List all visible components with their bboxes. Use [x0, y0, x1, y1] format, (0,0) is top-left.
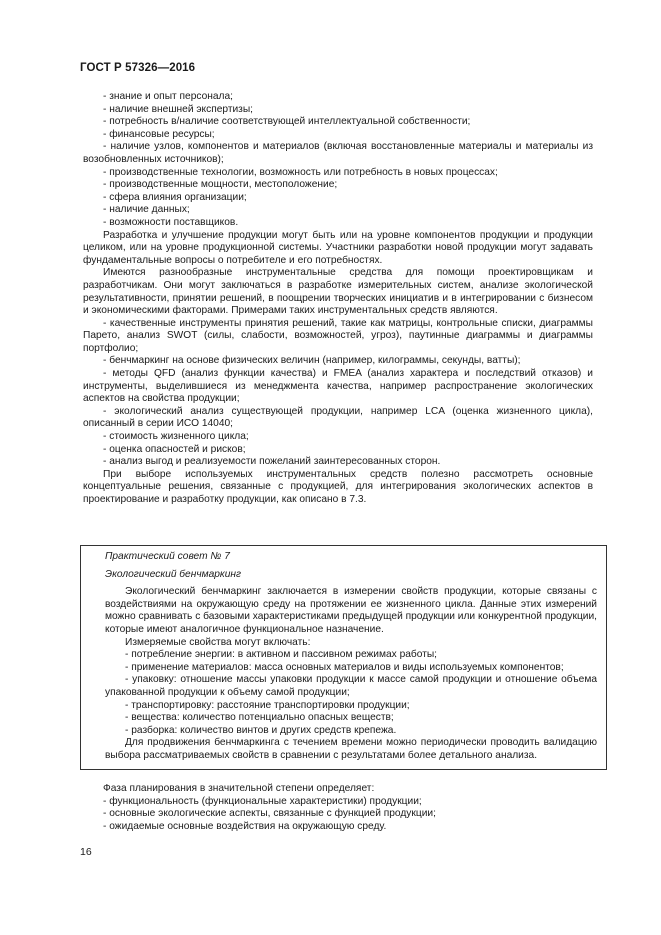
list-item: - бенчмаркинг на основе физических величин (например, килограммы, секунды, ватты); [103, 355, 521, 367]
tip-measurable: Измеряемые свойства могут включать: [125, 636, 311, 648]
list-item: - анализ выгод и реализуемости пожеланий заинтересованных сторон. [103, 456, 441, 468]
list-item: - стоимость жизненного цикла; [103, 431, 249, 443]
standard-designation: ГОСТ Р 57326—2016 [80, 62, 196, 74]
planning-item: - основные экологические аспекты, связанные с функцией продукции; [103, 808, 436, 820]
tip-item: - разборка: количество винтов и других средств крепежа. [125, 724, 397, 736]
list-item: - наличие данных; [103, 204, 190, 216]
paragraph-tools: Имеются разнообразные инструментальные средства для помощи проектировщикам и разработчикам. Они могут заключаться в разработке измерительных систем, анализе экологической результативности, принятии решений, в поощрении творческих инициатив и в интегрировании с бизнесом и экономическими факторами. Примерами таких инструментальных средств являются. [83, 267, 593, 317]
list-item: - производственные мощности, местоположение; [103, 179, 338, 191]
practical-tip-content [105, 551, 597, 763]
tip-item: - вещества: количество потенциально опасных веществ; [125, 712, 394, 724]
page-number: 16 [80, 846, 92, 858]
planning-item: - ожидаемые основные воздействия на окружающую среду. [103, 820, 387, 832]
list-item: - качественные инструменты принятия решений, такие как матрицы, контрольные списки, диаграммы Парето, анализ SWOT (силы, слабости, возможностей, угроз), паутинные диаграммы и диаграммы портфолио; [83, 317, 593, 354]
tip-item: - потребление энергии: в активном и пассивном режимах работы; [125, 649, 438, 661]
list-item: - экологический анализ существующей продукции, например LCA (оценка жизненного цикла), описанный в серии ИСО 14040; [83, 405, 593, 430]
paragraph-choice: При выборе используемых инструментальных средств полезно рассмотреть основные концептуальные решения, связанные с продукцией, для интегрирования экологических аспектов в проектирование и разработку продукции, как описано в 7.3. [83, 468, 593, 505]
tip-label: Практический совет № 7 [105, 551, 230, 562]
list-item: - наличие узлов, компонентов и материалов (включая восстановленные материалы и материалы из возобновленных источников); [83, 141, 593, 165]
main-text [83, 91, 593, 507]
tip-title: Экологический бенчмаркинг [105, 568, 242, 580]
planning-item: - функциональность (функциональные характеристики) продукции; [103, 795, 422, 807]
planning-section [83, 783, 593, 833]
list-item: - наличие внешней экспертизы; [103, 103, 254, 115]
list-item: - возможности поставщиков. [103, 216, 239, 228]
tip-closing: Для продвижения бенчмаркинга с течением времени можно периодически проводить валидацию выбора рассматриваемых свойств в сравнении с результатами более детального анализа. [105, 737, 597, 761]
list-item: - потребность в/наличие соответствующей интеллектуальной собственности; [103, 116, 471, 128]
list-item: - производственные технологии, возможность или потребность в новых процессах; [103, 166, 498, 178]
list-item: - оценка опасностей и рисков; [103, 443, 246, 455]
list-item: - финансовые ресурсы; [103, 128, 215, 140]
tip-intro: Экологический бенчмаркинг заключается в измерении свойств продукции, которые связаны с воздействиями на окружающую среду на протяжении ее жизненного цикла. Данные этих измерений можно сравнивать с базовыми характеристиками предыдущей продукции или конкурентной продукции, которые имеют аналогичное функциональное назначение. [105, 586, 597, 635]
list-item: - сфера влияния организации; [103, 191, 247, 203]
tip-item: - транспортировку: расстояние транспортировки продукции; [125, 699, 410, 711]
list-item: - знание и опыт персонала; [103, 91, 233, 102]
tip-item: - упаковку: отношение массы упаковки продукции к массе самой продукции и отношение объема упакованной продукции к объему самой продукции; [105, 674, 597, 698]
planning-intro: Фаза планирования в значительной степени определяет: [103, 783, 375, 794]
paragraph-development: Разработка и улучшение продукции могут быть или на уровне компонентов продукции и продукции целиком, или на уровне продукционной системы. Участники разработки новой продукции могут задавать фундаментальные вопросы о потребителе и его потребностях. [83, 229, 593, 266]
practical-tip-box [80, 545, 607, 770]
list-item: - методы QFD (анализ функции качества) и FMEA (анализ характера и последствий отказов) и инструменты, выделившиеся из менеджмента качества, например распространение экологических аспектов на свойства продукции; [83, 368, 593, 405]
tip-item: - применение материалов: масса основных материалов и виды используемых компонентов; [125, 661, 564, 673]
